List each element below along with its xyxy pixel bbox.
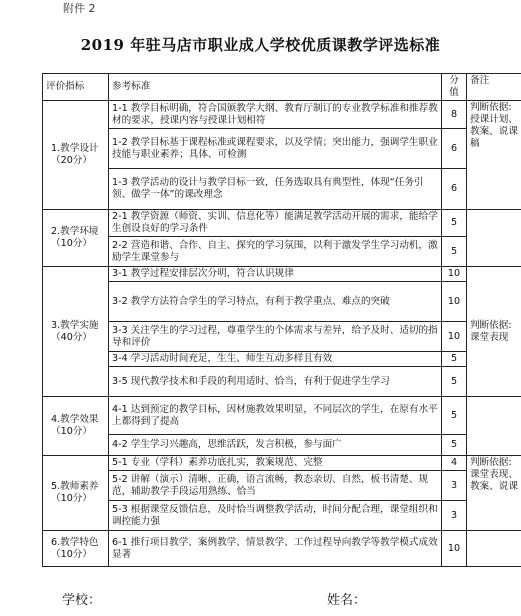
score-cell: 5 [442,367,467,397]
header-indicator: 评价指标 [43,74,109,101]
note-cell: 判断依据:授课计划、教案、说课稿 [467,101,521,210]
table-row [43,237,521,267]
criteria-cell: 3-3 关注学生的学习过程，尊重学生的个体需求与差异，给予及时、适切的指导和评价 [109,322,442,352]
score-cell: 3 [442,471,467,501]
criteria-cell: 4-1 达到预定的教学目标，因材施教效果明显，不同层次的学生，在原有水平上都得到了提高 [109,397,442,435]
indicator-cell: 2.教学环境（10分） [43,210,109,267]
criteria-cell: 4-2 学生学习兴趣高，思维活跃，发言积极，参与面广 [109,435,442,456]
criteria-cell: 1-1 教学目标明确，符合国颁教学大纲、教育厅制订的专业教学标准和推荐教材的要求，授课内容与授课计划相符 [109,101,442,129]
criteria-cell: 3-1 教学过程安排层次分明，符合认识规律 [109,267,442,282]
indicator-cell: 1.教学设计（20分） [43,101,109,210]
table-row [43,435,521,456]
table-row [43,322,521,352]
table-row [43,210,521,237]
criteria-cell: 6-1 推行项目教学、案例教学、情景教学、工作过程导向教学等教学模式成效显著 [109,531,442,567]
criteria-cell: 3-4 学习活动时间充足，生生、师生互动多样且有效 [109,352,442,367]
note-cell: 判断依据:课堂表现 [467,267,521,397]
score-cell: 6 [442,129,467,169]
criteria-cell: 1-3 教学活动的设计与教学目标一致，任务选取具有典型性，体现“任务引领、做学一体”的课改理念 [109,169,442,210]
table-row [43,129,521,169]
criteria-cell: 3-5 现代教学技术和手段的利用适时、恰当，有利于促进学生学习 [109,367,442,397]
score-cell: 4 [442,456,467,471]
note-cell [467,210,521,267]
attachment-label: 附件 2 [63,2,96,15]
score-cell: 10 [442,531,467,567]
criteria-cell: 5-3 根据课堂反馈信息，及时恰当调整教学活动，时间分配合理，课堂组织和调控能力强 [109,501,442,531]
evaluation-table [42,73,521,567]
score-cell: 10 [442,322,467,352]
table-row [43,531,521,567]
indicator-cell: 4.教学效果（10分） [43,397,109,456]
score-cell: 5 [442,352,467,367]
table-row [43,471,521,501]
table-row [43,397,521,435]
score-cell: 5 [442,397,467,435]
name-label: 姓名： [327,593,367,608]
criteria-cell: 1-2 教学目标基于课程标准或课程要求，以及学情；突出能力，强调学生职业技能与职业素养；具体、可检测 [109,129,442,169]
table-row [43,267,521,282]
indicator-cell: 3.教学实施（40分） [43,267,109,397]
criteria-cell: 3-2 教学方法符合学生的学习特点，有利于教学重点、难点的突破 [109,282,442,322]
table-row [43,501,521,531]
score-cell: 5 [442,435,467,456]
note-cell: 判断依据:课堂表现、教案、说课 [467,456,521,531]
table-row [43,169,521,210]
criteria-cell: 5-2 讲解（演示）清晰、正确，语言流畅，教态亲切、自然，板书清楚、规范，辅助教学手段运用熟练、恰当 [109,471,442,501]
header-criteria: 参考标准 [109,74,442,101]
score-cell: 6 [442,169,467,210]
page-title: 2019 年驻马店市职业成人学校优质课教学评选标准 [80,36,441,54]
note-cell [467,531,521,567]
score-cell: 10 [442,267,467,282]
table-row [43,282,521,322]
score-cell: 8 [442,101,467,129]
note-cell [467,397,521,456]
table-row [43,352,521,367]
score-cell: 5 [442,237,467,267]
header-note: 备注 [467,74,521,101]
school-label: 学校： [62,593,102,608]
score-cell: 10 [442,282,467,322]
criteria-cell: 2-2 营造和谐、合作、自主、探究的学习氛围，以利于激发学生学习动机，激励学生课堂参与 [109,237,442,267]
table-row [43,456,521,471]
table-row [43,101,521,129]
criteria-cell: 5-1 专业（学科）素养功底扎实，教案规范、完整 [109,456,442,471]
header-score: 分值 [442,74,467,101]
table-header-row [43,74,521,101]
score-cell: 5 [442,210,467,237]
score-cell: 3 [442,501,467,531]
table-row [43,367,521,397]
criteria-cell: 2-1 教学资源（师资、实训、信息化等）能满足教学活动开展的需求，能给学生创设良好的学习条件 [109,210,442,237]
indicator-cell: 5.教师素养（10分） [43,456,109,531]
indicator-cell: 6.教学特色（10分） [43,531,109,567]
